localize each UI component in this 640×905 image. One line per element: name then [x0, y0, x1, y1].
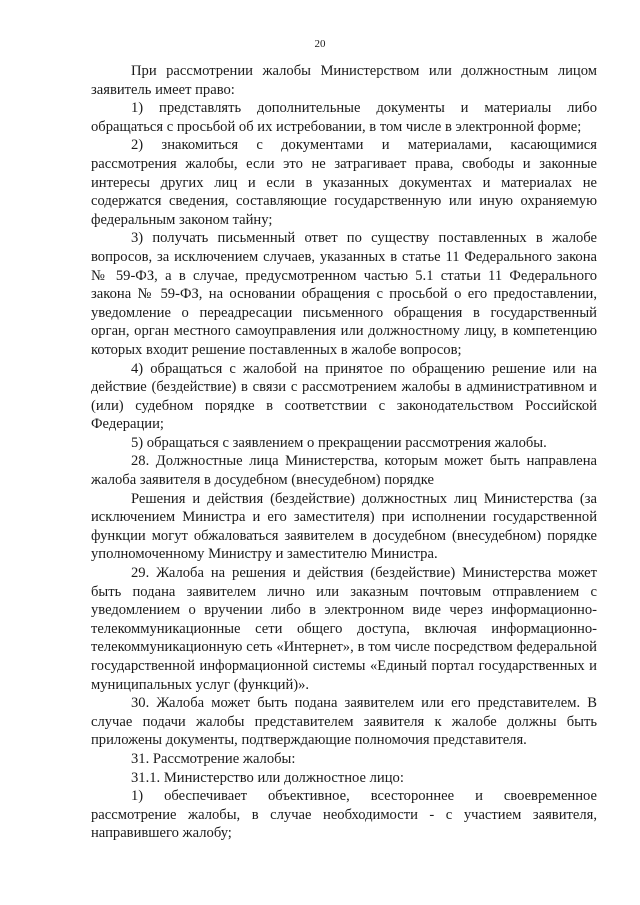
- paragraph-right-2: 2) знакомиться с документами и материалами, касающимися рассмотрения жалобы, если это не затрагивает права, свободы и законные интересы других лиц и если в указанных документах и материалах не содержатся сведения, составляющие государственную или иную охраняемую федеральным законом тайну;: [91, 137, 597, 228]
- page-number: 20: [314, 38, 326, 50]
- paragraph-section-28: 28. Должностные лица Министерства, которым может быть направлена жалоба заявителя в досудебном (внесудебном) порядке: [91, 453, 597, 489]
- paragraph-section-30: 30. Жалоба может быть подана заявителем или его представителем. В случае подачи жалобы представителем заявителя к жалобе должны быть приложены документы, подтверждающие полномочия представителя.: [91, 695, 597, 749]
- document-body: [91, 62, 597, 843]
- paragraph-section-31-1-item-1: 1) обеспечивает объективное, всестороннее и своевременное рассмотрение жалобы, в случае необходимости - с участием заявителя, направившего жалобу;: [91, 788, 597, 842]
- paragraph-section-29: 29. Жалоба на решения и действия (бездействие) Министерства может быть подана заявителем лично или заказным почтовым отправлением с уведомлением о вручении либо в электронном виде через информационно-телекоммуникационные сети общего доступа, включая информационно-телекоммуникационную сеть «Интернет», в том числе посредством федеральной государственной информационной системы «Единый портал государственных и муниципальных услуг (функций)».: [91, 565, 597, 693]
- paragraph-section-31: 31. Рассмотрение жалобы:: [131, 750, 296, 767]
- paragraph-right-3: 3) получать письменный ответ по существу поставленных в жалобе вопросов, за исключением случаев, указанных в статье 11 Федерального закона № 59-ФЗ, а в случае, предусмотренном частью 5.1 статьи 11 Федерального закона № 59-ФЗ, на основании обращения с просьбой о его предоставлении, уведомление о переадресации письменного обращения в государственный орган, орган местного самоуправления или должностному лицу, в компетенцию которых входит решение поставленных в жалобе вопросов;: [91, 230, 597, 358]
- paragraph-rights-intro: При рассмотрении жалобы Министерством или должностным лицом заявитель имеет право:: [91, 63, 597, 98]
- paragraph-right-5: 5) обращаться с заявлением о прекращении рассмотрения жалобы.: [131, 434, 547, 451]
- paragraph-right-4: 4) обращаться с жалобой на принятое по обращению решение или на действие (бездействие) в связи с рассмотрением жалобы в административном и (или) судебном порядке в соответствии с законодательством Российской Федерации;: [91, 360, 597, 433]
- paragraph-section-31-1: 31.1. Министерство или должностное лицо:: [131, 769, 404, 786]
- paragraph-section-28-body: Решения и действия (бездействие) должностных лиц Министерства (за исключением Министра и его заместителя) при исполнении государственной функции могут обжаловаться заявителем в досудебном (внесудебном) порядке уполномоченному Министру и заместителю Министра.: [91, 490, 597, 563]
- paragraph-right-1: 1) представлять дополнительные документы и материалы либо обращаться с просьбой об их истребовании, в том числе в электронной форме;: [91, 100, 597, 135]
